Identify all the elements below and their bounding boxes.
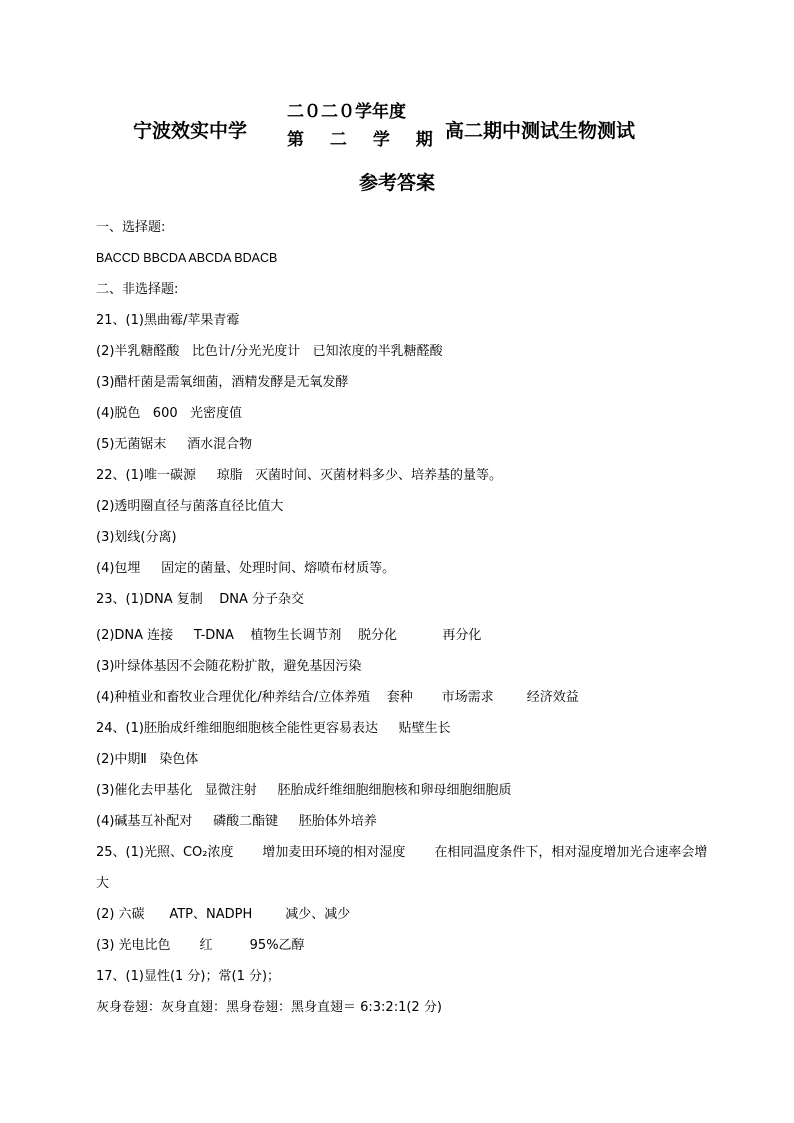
answer-line-17-1: 17、(1)显性(1 分)；常(1 分)；	[96, 969, 281, 984]
answer-line-24-3: (3)催化去甲基化 显微注射 胚胎成纤维细胞细胞核和卵母细胞细胞质	[96, 783, 512, 798]
page-subtitle: 参考答案	[358, 172, 435, 194]
answer-line-22-3: (3)划线(分离)	[96, 530, 177, 545]
answer-line-22-4: (4)包埋 固定的菌量、处理时间、熔喷布材质等。	[96, 561, 396, 576]
academic-year-block	[287, 98, 443, 154]
exam-title: 高二期中测试生物测试	[445, 120, 636, 142]
answer-line-23-1: 23、(1)DNA 复制 DNA 分子杂交	[96, 592, 305, 607]
answer-line-17-2: 灰身卷翅：灰身直翅：黑身卷翅：黑身直翅＝ 6:3:2:1(2 分)	[96, 1000, 442, 1015]
answer-line-25-2: (2) 六碳 ATP、NADPH 减少、减少	[96, 907, 351, 922]
answer-line-22-2: (2)透明圈直径与菌落直径比值大	[96, 499, 284, 514]
school-name: 宁波效实中学	[133, 120, 248, 142]
answer-line-24-1: 24、(1)胚胎成纤维细胞细胞核全能性更容易表达 贴壁生长	[96, 721, 451, 736]
answer-line-25-3: (3) 光电比色 红 95%乙醇	[96, 938, 305, 953]
document-header	[0, 96, 794, 156]
answer-content	[96, 212, 716, 1023]
answer-line-23-3: (3)叶绿体基因不会随花粉扩散，避免基因污染	[96, 659, 362, 674]
answer-line-21-2: (2)半乳糖醛酸 比色计/分光光度计 已知浓度的半乳糖醛酸	[96, 344, 443, 359]
multiple-choice-answers: BACCD BBCDA ABCDA BDACB	[96, 251, 278, 265]
answer-line-23-4: (4)种植业和畜牧业合理优化/种养结合/立体养殖 套种 市场需求 经济效益	[96, 690, 579, 705]
answer-line-23-2: (2)DNA 连接 T-DNA 植物生长调节剂 脱分化 再分化	[96, 628, 482, 643]
answer-line-21-4: (4)脱色 600 光密度值	[96, 406, 243, 421]
answer-line-24-4: (4)碱基互补配对 磷酸二酯键 胚胎体外培养	[96, 814, 377, 829]
answer-line-21-1: 21、(1)黑曲霉/苹果青霉	[96, 313, 240, 328]
section-2-title: 二、非选择题:	[96, 282, 179, 297]
section-1-title: 一、选择题:	[96, 220, 166, 235]
answer-line-25-1: 25、(1)光照、CO₂浓度 增加麦田环境的相对湿度 在相同温度条件下，相对湿度增加光合速率会增大	[96, 845, 708, 891]
answer-line-22-1: 22、(1)唯一碳源 琼脂 灭菌时间、灭菌材料多少、培养基的量等。	[96, 468, 503, 483]
answer-line-21-5: (5)无菌锯末 酒水混合物	[96, 437, 253, 452]
answer-line-24-2: (2)中期Ⅱ 染色体	[96, 752, 199, 767]
answer-line-21-3: (3)醋杆菌是需氧细菌，酒精发酵是无氧发酵	[96, 375, 349, 390]
academic-year: 二０二０学年度	[287, 102, 406, 122]
semester: 第 二 学 期	[287, 130, 443, 150]
